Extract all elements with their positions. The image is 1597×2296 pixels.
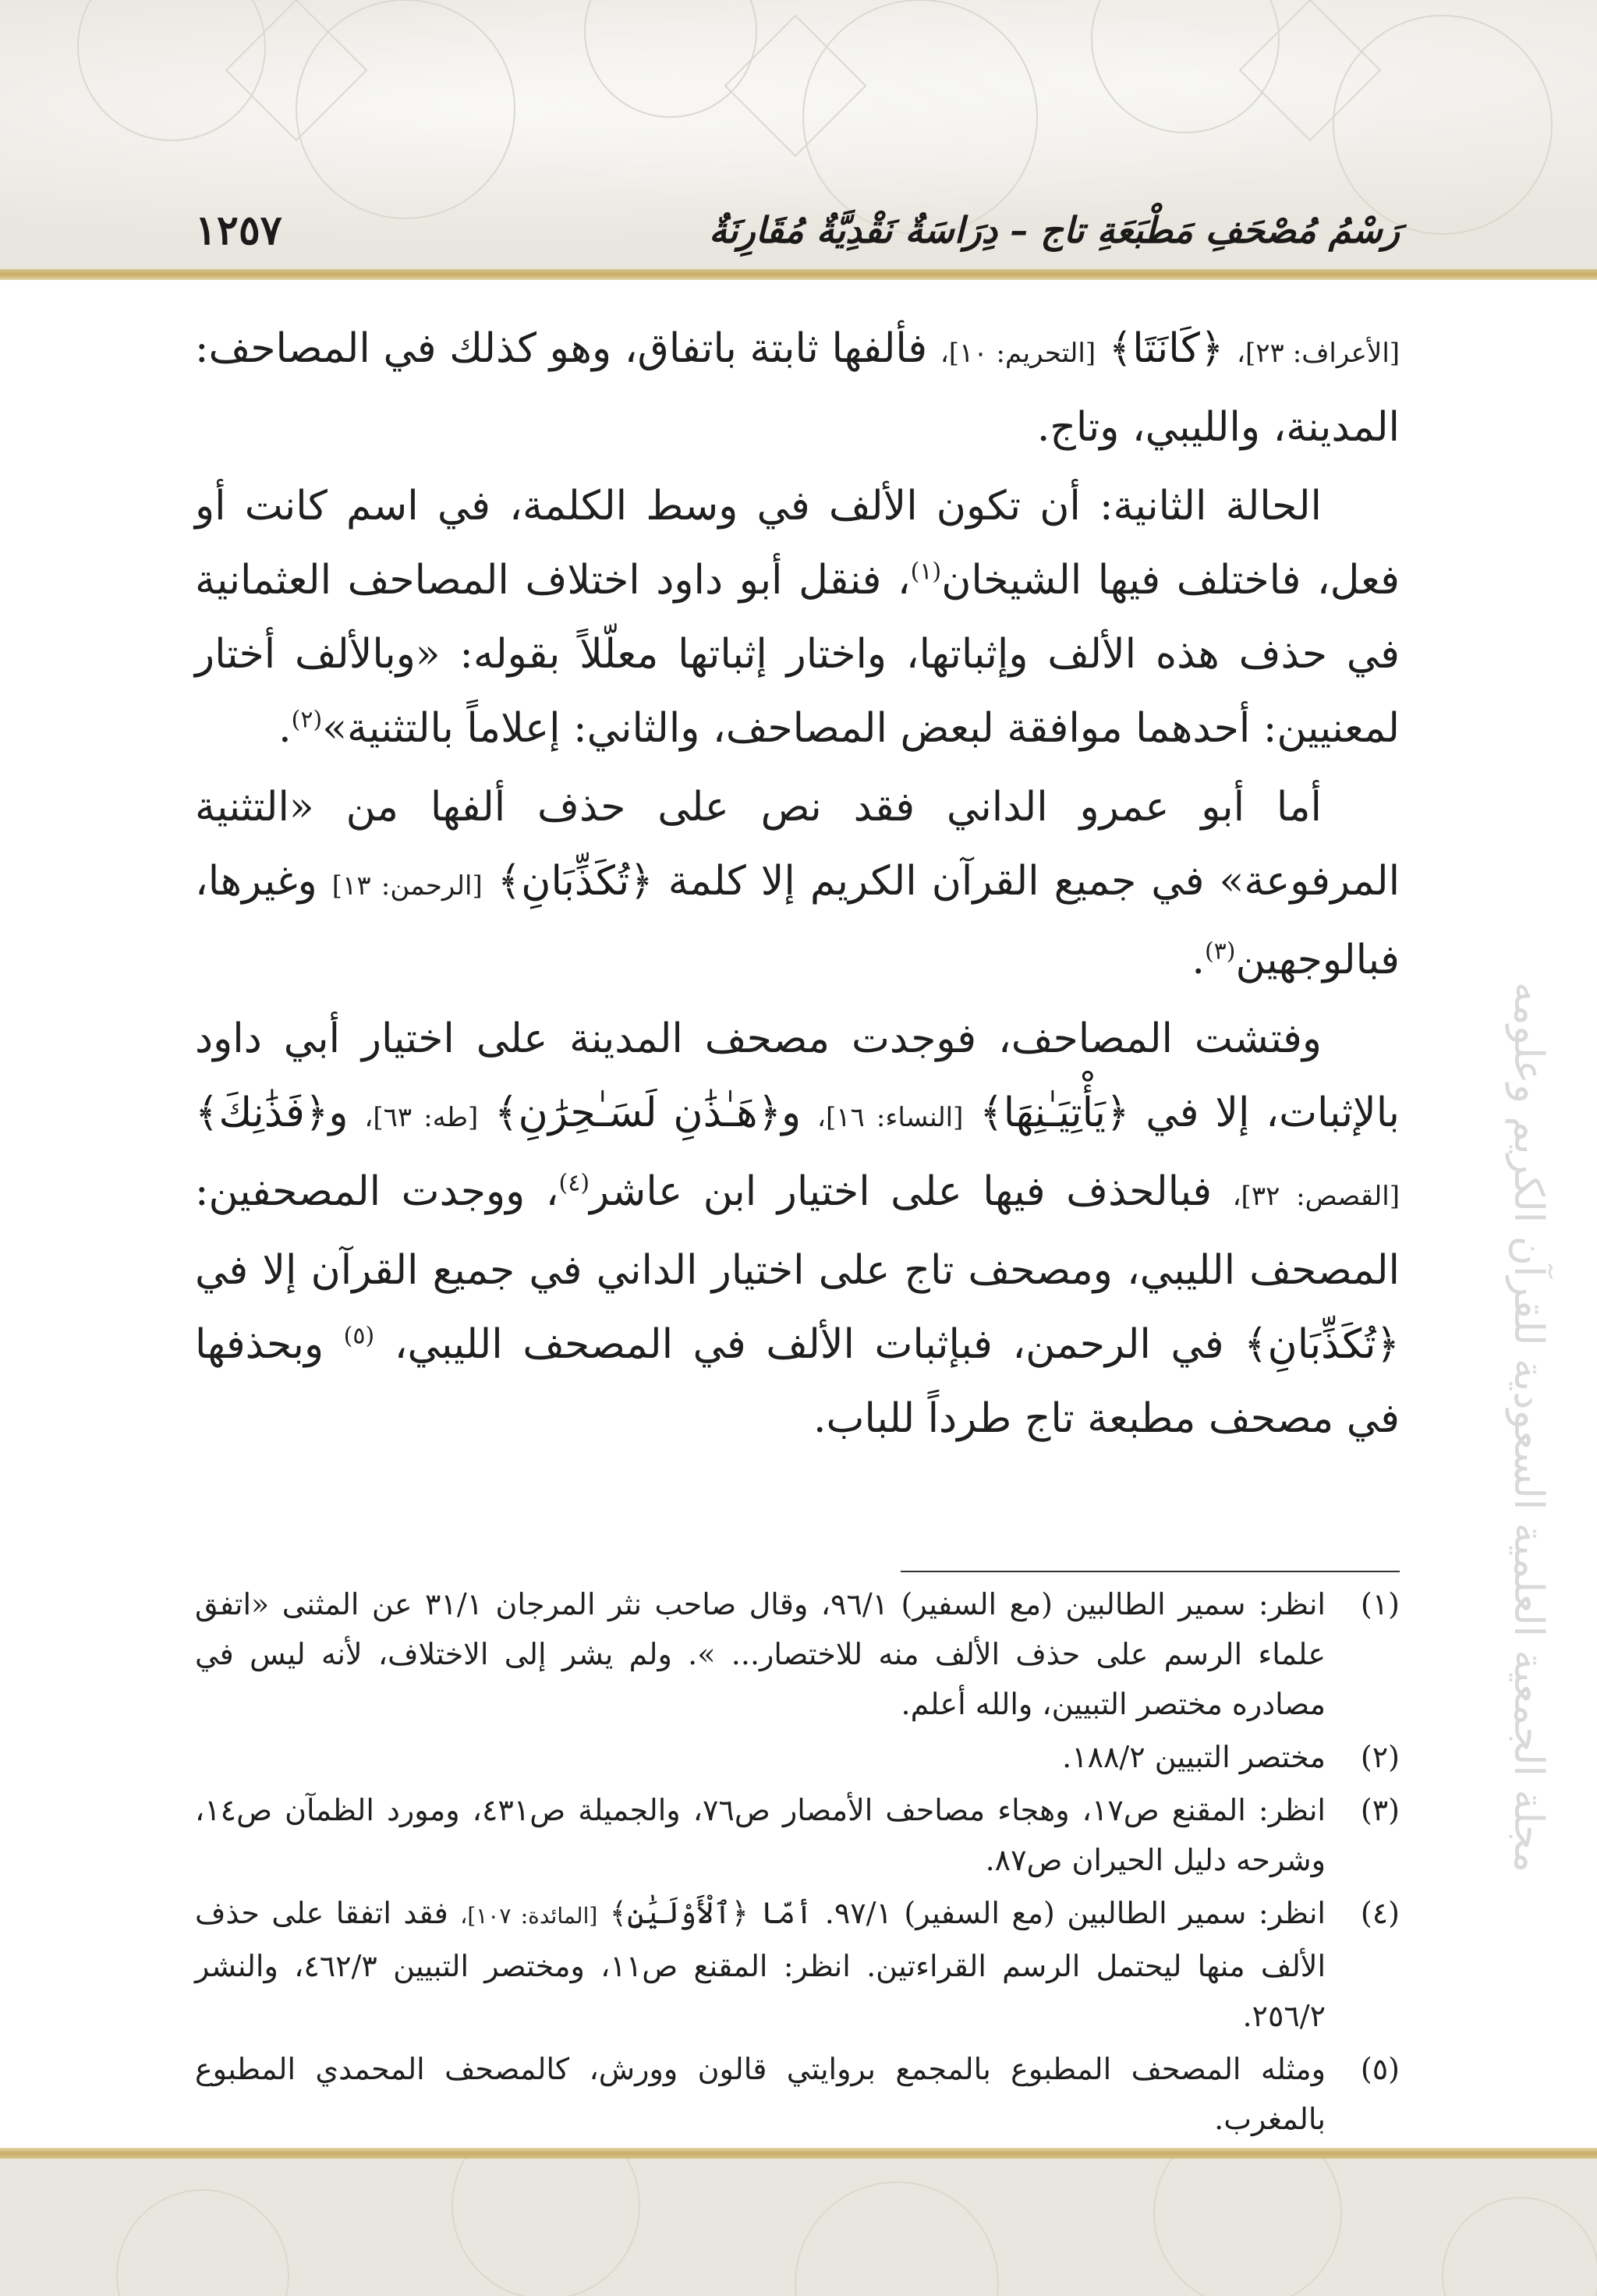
footnote-number: (٥) [1360,2052,1400,2086]
verse-citation: [الأعراف: ٢٣]، [1237,338,1400,369]
footnote-number: (٢) [1360,1740,1400,1774]
top-gold-rule [0,269,1597,280]
footnote-text-part: انظر: المقنع ص١٧، وهجاء مصاحف الأمصار ص٧٦، والجميلة ص٤٣١، ومورد الظمآن ص١٤، وشرحه دليل الحيران ص٨٧. [195,1793,1326,1877]
journal-side-title: مجلة الجمعية العلمية السعودية للقرآن الكريم وعلومه [1505,981,1552,1873]
running-title: رَسْمُ مُصْحَفِ مَطْبَعَةِ تاج – دِرَاسَةٌ نَقْدِيَّةٌ مُقَارِنَةٌ [709,209,1400,251]
quran-word: ﴿يَأْتِيَـٰنِهَا﴾ [979,1090,1130,1136]
paragraph-text: أما أبو عمرو الداني فقد نص على حذف ألفها من «التثنية المرفوعة» في جميع القرآن الكريم إلا كلمة [195,784,1400,905]
footnote-text [195,1732,1326,1782]
paragraph-text: الحالة الثانية: أن تكون الألف في وسط الكلمة، في اسم كانت أو فعل، فاختلف فيها الشيخان [195,483,1400,604]
paragraph [195,469,1400,766]
bottom-gold-rule [0,2148,1597,2159]
quran-word: ﴿هَـٰذَٰنِ لَسَـٰحِرَٰنِ﴾ [494,1090,782,1136]
paragraph-text: في الرحمن، فبإثبات الألف في المصحف الليبي، [394,1321,1224,1368]
footnote-item [195,2044,1400,2144]
paragraph-text: وفتشت المصاحف، فوجدت مصحف المدينة على اختيار أبي داود بالإثبات، إلا في [195,1015,1400,1136]
footnote-text [195,1888,1326,2041]
quran-word: ﴿فَذَٰنِكَ﴾ [195,1090,329,1136]
footnote-marker[interactable]: (٥) [343,1322,375,1350]
paragraph [195,1002,1400,1456]
footnote-separator [901,1571,1400,1572]
footnote-text [195,1785,1326,1885]
paragraph-text: وغيرها، فبالوجهين [195,858,1400,983]
footnote-marker[interactable]: (١) [910,558,942,586]
footnote-marker[interactable]: (٤) [558,1169,590,1197]
footnote-marker[interactable]: (٣) [1204,937,1236,966]
paragraph-text: ، فنقل أبو داود اختلاف المصاحف العثمانية في حذف هذه الألف وإثباتها، واختار إثباتها معلّلاً بقوله: «وبالألف أختار لمعنيين: أحدهما موافقة لبعض المصاحف، والثاني: إعلاماً بالتثنية» [195,557,1400,752]
quran-word: ﴿كَانَتَا﴾ [1108,325,1224,372]
verse-citation: [النساء: ١٦]، [817,1102,964,1133]
footnote-item [195,1888,1400,2041]
quran-word: ﴿تُكَذِّبَانِ﴾ [1244,1321,1400,1368]
verse-citation: [طه: ٦٣]، [364,1102,479,1133]
quran-word: ﴿ٱلْأَوْلَيَٰنِ﴾ [609,1896,749,1930]
verse-citation: [التحريم: ١٠]، [940,338,1096,369]
paragraph-text: و [781,1090,802,1136]
footnote-text-part: انظر: سمير الطالبين (مع السفير) ٩٦/١، وقال صاحب نثر المرجان ٣١/١ عن المثنى «اتفق علماء الرسم على حذف الألف منه للاختصار... ». ولم يشر إلى الاختلاف، لأنه ليس في مصادره مختصر التبيين، والله أعلم. [195,1587,1326,1721]
footnote-text [195,1579,1326,1729]
bottom-decorative-band [0,2159,1597,2296]
quran-word: ﴿تُكَذِّبَانِ﴾ [497,858,653,905]
geometric-pattern-graphic [0,2159,1597,2296]
footnote-number: (٤) [1360,1896,1400,1930]
running-header [195,199,1400,261]
footnote-marker[interactable]: (٢) [291,706,323,734]
paragraph-text: . [278,705,292,752]
paragraph-text: فبالحذف فيها على اختيار ابن عاشر [590,1168,1213,1215]
footnote-text-part: ومثله المصحف المطبوع بالمجمع بروايتي قالون وورش، كالمصحف المحمدي المطبوع بالمغرب. [195,2052,1326,2136]
footnote-text-part: انظر: سمير الطالبين (مع السفير) ٩٧/١. أمّا [760,1896,1326,1930]
main-text [195,312,1400,1461]
paragraph-text: . [1192,937,1205,983]
paragraph [195,771,1400,997]
footnote-item [195,1732,1400,1782]
verse-citation: [الرحمن: ١٣] [331,870,483,902]
paragraph [195,312,1400,465]
footnote-text-part: فقد اتفقا على حذف الألف منها ليحتمل الرسم القراءتين. انظر: المقنع ص١١، ومختصر التبيين ٤٦٢/٣، والنشر ٢٥٦/٢. [195,1896,1326,2033]
footnote-number: (١) [1360,1587,1400,1621]
footnotes [195,1579,1400,2147]
footnote-text-part: مختصر التبيين ١٨٨/٢. [1062,1740,1326,1774]
paragraph-text: ، ووجدت المصحفين: المصحف الليبي، ومصحف تاج على اختيار الداني في جميع القرآن إلا في [195,1168,1400,1294]
verse-citation: [القصص: ٣٢]، [1232,1181,1400,1212]
footnote-number: (٣) [1360,1793,1400,1827]
page-number: ١٢٥٧ [195,206,282,254]
paragraph-text: فألفها ثابتة باتفاق، وهو كذلك في المصاحف: المدينة، والليبي، وتاج. [195,325,1400,451]
footnote-item [195,1579,1400,1729]
paragraph-text: وبحذفها في مصحف مطبعة تاج طرداً للباب. [195,1321,1400,1442]
paragraph-text: و [328,1090,349,1136]
footnote-text [195,2044,1326,2144]
verse-citation: [المائدة: ١٠٧]، [460,1903,598,1929]
footnote-item [195,1785,1400,1885]
